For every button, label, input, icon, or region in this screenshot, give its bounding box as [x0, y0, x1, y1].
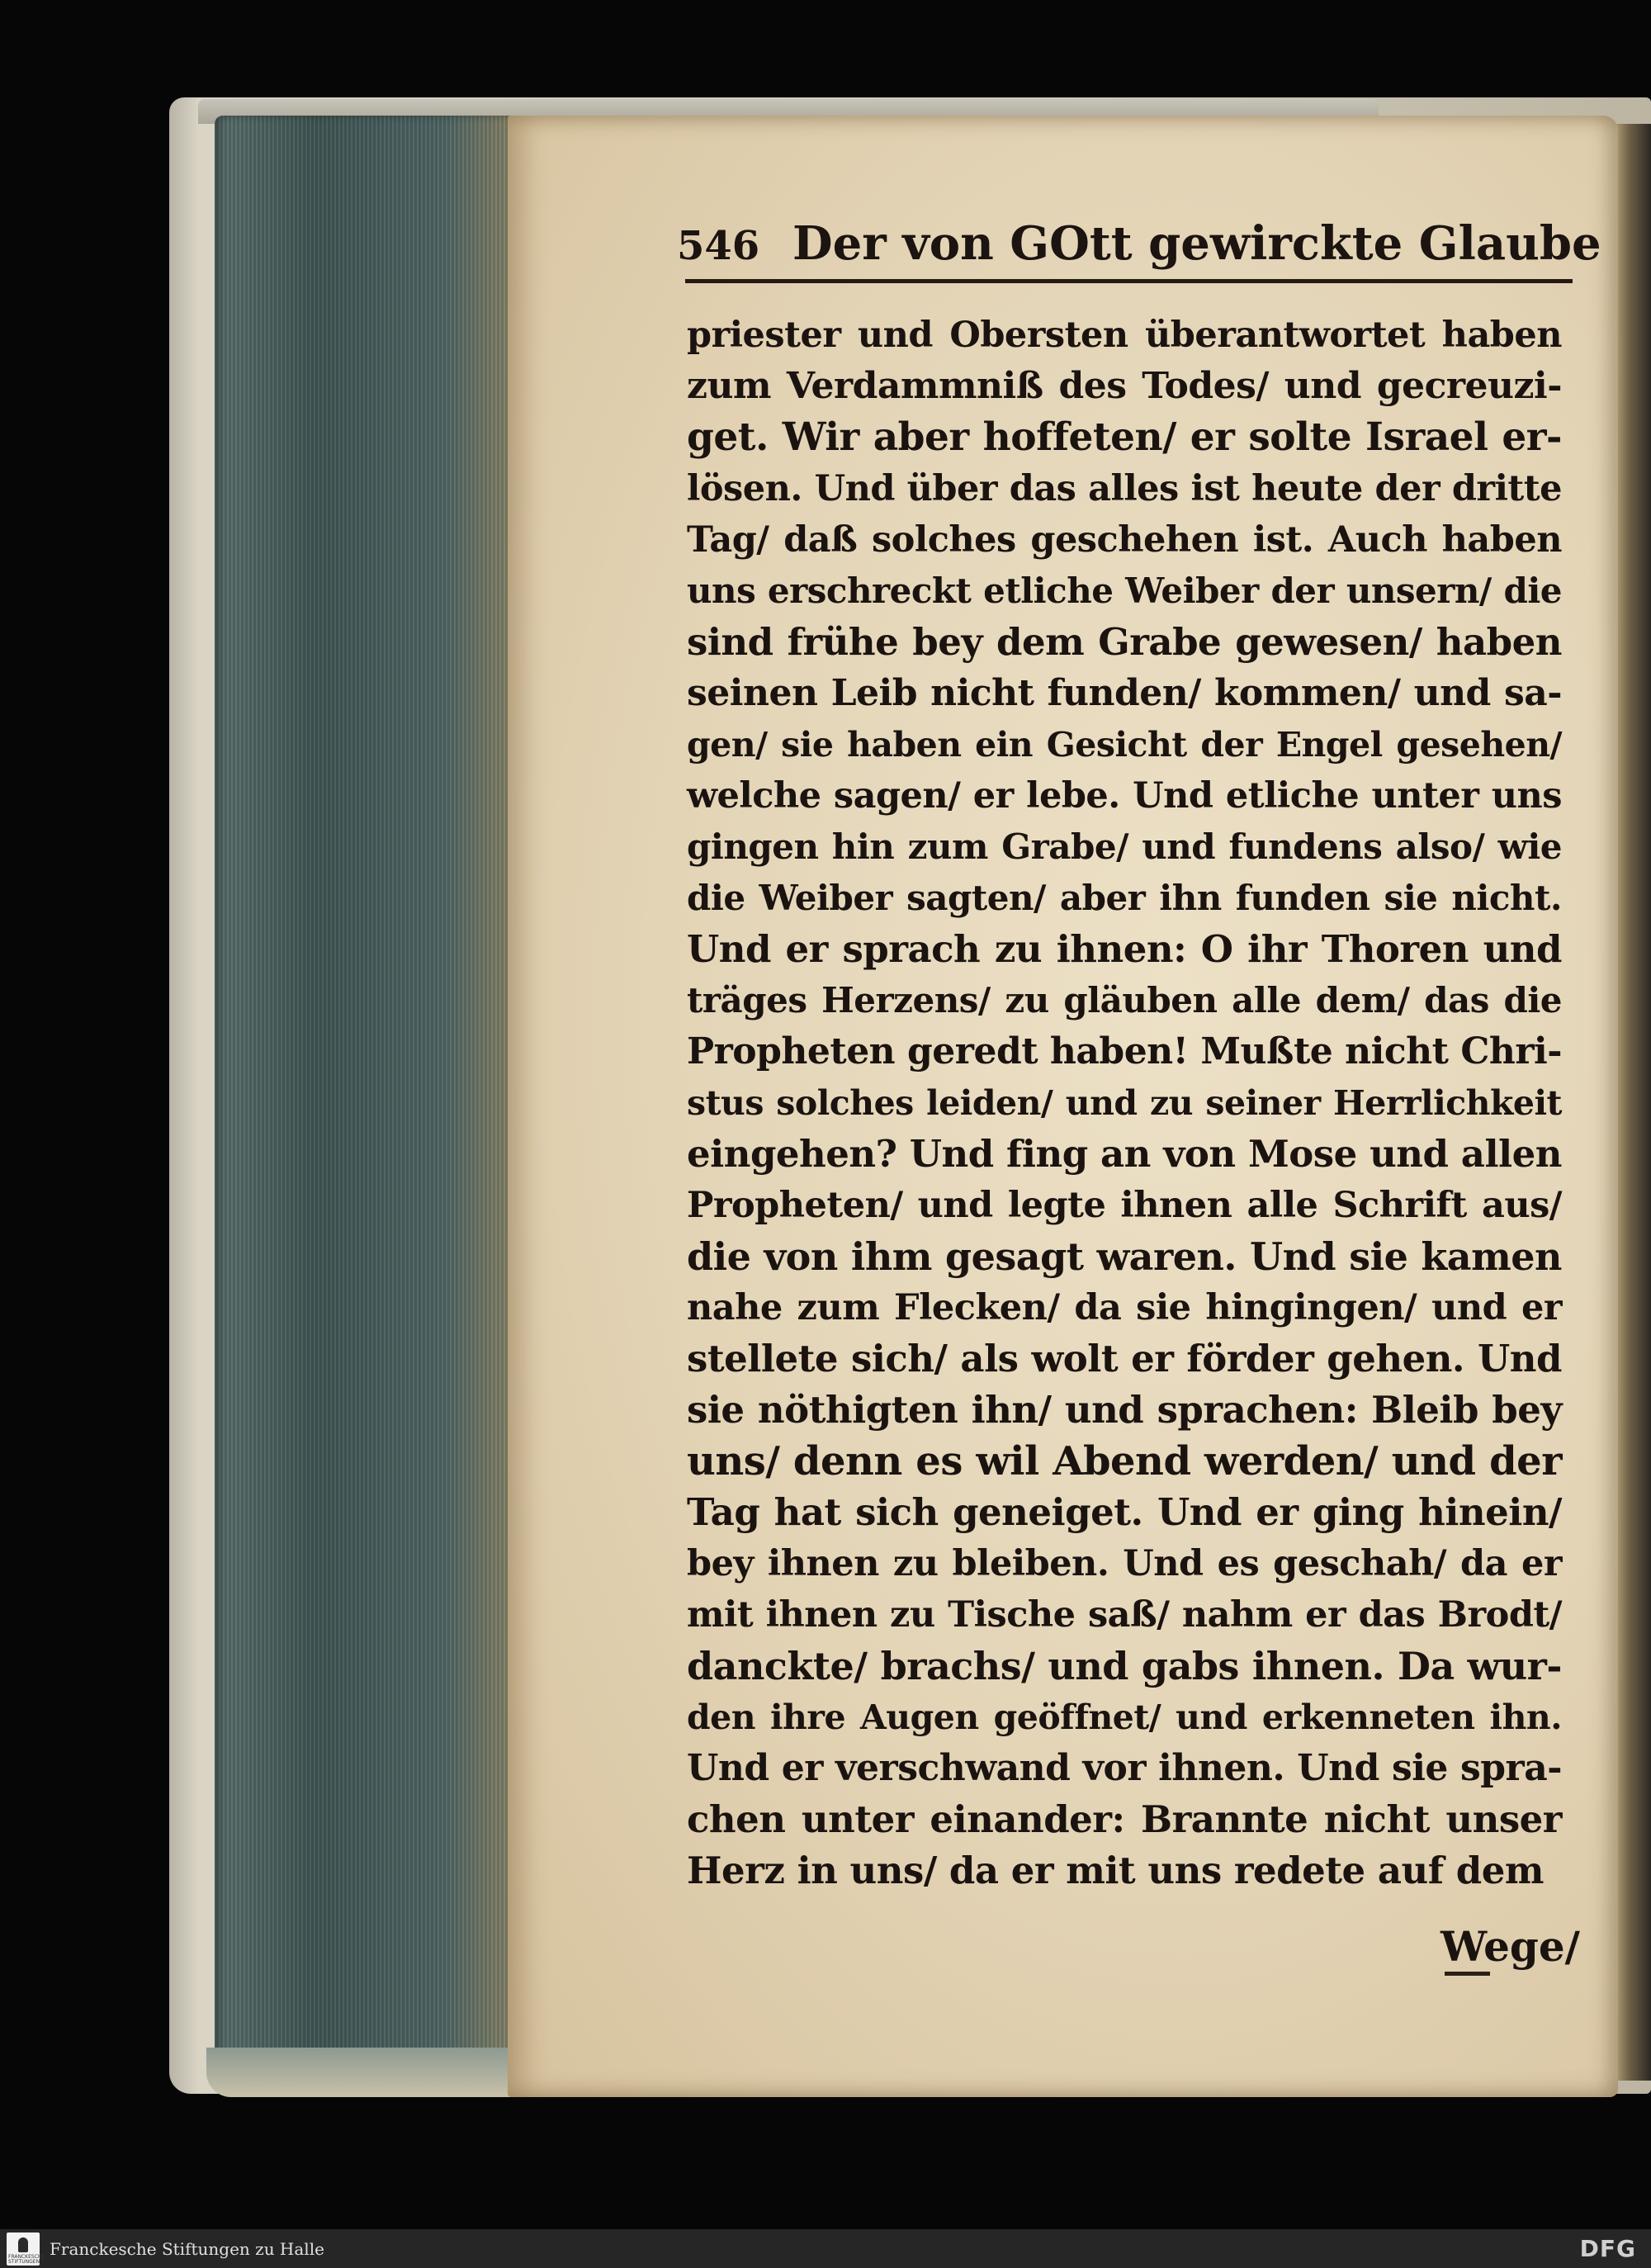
- text-line: stus solches leiden/ und zu seiner Herrlichkeit: [687, 1083, 1562, 1123]
- running-title: Der von GOtt gewirckte Glaube: [792, 216, 1601, 271]
- text-line: gingen hin zum Grabe/ und fundens also/ wie: [687, 826, 1562, 867]
- text-line: stellete sich/ als wolt er förder gehen. Und: [687, 1337, 1562, 1380]
- page-number: 546: [677, 223, 760, 269]
- text-line: Propheten geredt haben! Mußte nicht Chri-: [687, 1030, 1562, 1072]
- text-line: get. Wir aber hoffeten/ er solte Israel er-: [687, 414, 1562, 460]
- text-line: welche sagen/ er lebe. Und etliche unter uns: [687, 775, 1562, 817]
- text-line: danckte/ brachs/ und gabs ihnen. Da wur-: [687, 1644, 1562, 1688]
- catchword-mark: [1445, 1972, 1490, 1976]
- text-line: seinen Leib nicht funden/ kommen/ und sa-: [687, 672, 1562, 714]
- page-header: [677, 216, 1601, 274]
- book-fore-edge-bottom: [206, 2048, 553, 2097]
- book-fore-edge: [215, 116, 545, 2089]
- text-line: träges Herzens/ zu gläuben alle dem/ das die: [687, 980, 1562, 1020]
- text-line: Herz in uns/ da er mit uns redete auf dem: [687, 1849, 1544, 1892]
- text-line: Und er sprach zu ihnen: O ihr Thoren und: [687, 927, 1562, 971]
- text-line: lösen. Und über das alles ist heute der dritte: [687, 468, 1562, 509]
- text-line: sind frühe bey dem Grabe gewesen/ haben: [687, 620, 1562, 664]
- institution-logo[interactable]: [7, 2232, 45, 2266]
- text-line: zum Verdammniß des Todes/ und gecreuzi-: [687, 365, 1562, 407]
- text-line: den ihre Augen geöffnet/ und erkenneten ihn.: [687, 1697, 1562, 1737]
- text-line: uns erschreckt etliche Weiber der unsern/ die: [687, 571, 1562, 611]
- catchword: Wege/: [1440, 1922, 1580, 1971]
- page-gutter-shadow: [1614, 124, 1651, 2081]
- building-icon: [18, 2237, 28, 2252]
- dfg-logo[interactable]: DFG: [1579, 2235, 1636, 2262]
- institution-name: Franckesche Stiftungen zu Halle: [50, 2239, 324, 2259]
- header-rule: [685, 279, 1573, 283]
- text-line: sie nöthigten ihn/ und sprachen: Bleib bey: [687, 1388, 1562, 1432]
- text-line: eingehen? Und fing an von Mose und allen: [687, 1132, 1562, 1176]
- text-line: Propheten/ und legte ihnen alle Schrift aus/: [687, 1185, 1562, 1226]
- text-line: priester und Obersten überantwortet haben: [687, 315, 1562, 356]
- text-line: uns/ denn es wil Abend werden/ und der: [687, 1438, 1562, 1484]
- text-line: mit ihnen zu Tische saß/ nahm er das Brodt/: [687, 1594, 1562, 1636]
- text-line: Tag hat sich geneiget. Und er ging hinein/: [687, 1490, 1562, 1534]
- text-line: die von ihm gesagt waren. Und sie kamen: [687, 1234, 1562, 1279]
- viewer-footer: [0, 2229, 1651, 2268]
- text-line: Und er verschwand vor ihnen. Und sie spra-: [687, 1747, 1562, 1789]
- text-line: bey ihnen zu bleiben. Und es geschah/ da er: [687, 1543, 1562, 1584]
- logo-text: FRANCKESCHE STIFTUNGEN: [8, 2254, 45, 2265]
- text-line: Tag/ daß solches geschehen ist. Auch haben: [687, 519, 1562, 561]
- text-line: nahe zum Flecken/ da sie hingingen/ und er: [687, 1287, 1562, 1328]
- text-line: chen unter einander: Brannte nicht unser: [687, 1797, 1562, 1841]
- text-line: die Weiber sagten/ aber ihn funden sie nicht.: [687, 878, 1562, 918]
- text-line: gen/ sie haben ein Gesicht der Engel gesehen/: [687, 725, 1562, 765]
- page-text-block: [687, 310, 1578, 1896]
